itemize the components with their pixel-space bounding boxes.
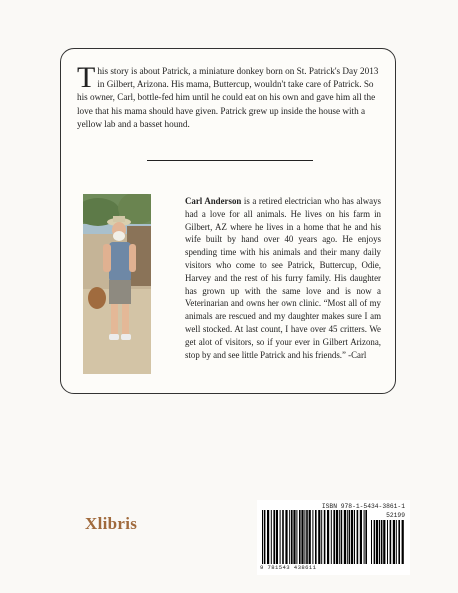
drop-cap: T	[77, 61, 96, 94]
author-bio-text: is a retired electrician who has always had a love for all animals. He lives on his farm in Gilbert, AZ where he lives in a home that he and his wife built by hand over 40 years ago. He enjoys spending time with his animals and their many daily visitors who come to see Patrick, Buttercup, Odie, Harvey and the rest of his furry family. His daughter has grown up with the same love and is now a Veterinarian and owns her own clinic. “Most all of my animals are rescued and my daughter makes sure I am well stocked. At last count, I have over 45 critters. We get alot of visitors, so if your ever in Gilbert Arizona, stop by and see little Patrick and his friends.” -Carl	[185, 196, 381, 360]
price-code: 52199	[386, 512, 405, 519]
back-cover-frame	[60, 48, 396, 394]
author-name: Carl Anderson	[185, 196, 242, 206]
author-bio	[185, 195, 381, 361]
isbn-barcode	[257, 500, 410, 575]
author-photo	[83, 194, 151, 374]
price-barcode-bars	[371, 520, 406, 564]
ean-digits: 9 781543 438611	[260, 564, 317, 571]
isbn-number: ISBN 978-1-5434-3861-1	[321, 503, 405, 510]
barcode-bars	[262, 510, 367, 564]
story-paragraph	[77, 61, 383, 131]
publisher-logo: Xlibris	[85, 514, 138, 533]
divider-rule	[147, 160, 313, 161]
story-text: his story is about Patrick, a miniature donkey born on St. Patrick's Day 2013 in Gilbert, Arizona. His mama, Buttercup, wouldn't take care of Patrick. So his owner, Carl, bottle-fed him until he could eat on his own and gave him all the love that his mama should have given. Patrick grew up inside the house with a yellow lab and a basset hound.	[77, 66, 379, 129]
